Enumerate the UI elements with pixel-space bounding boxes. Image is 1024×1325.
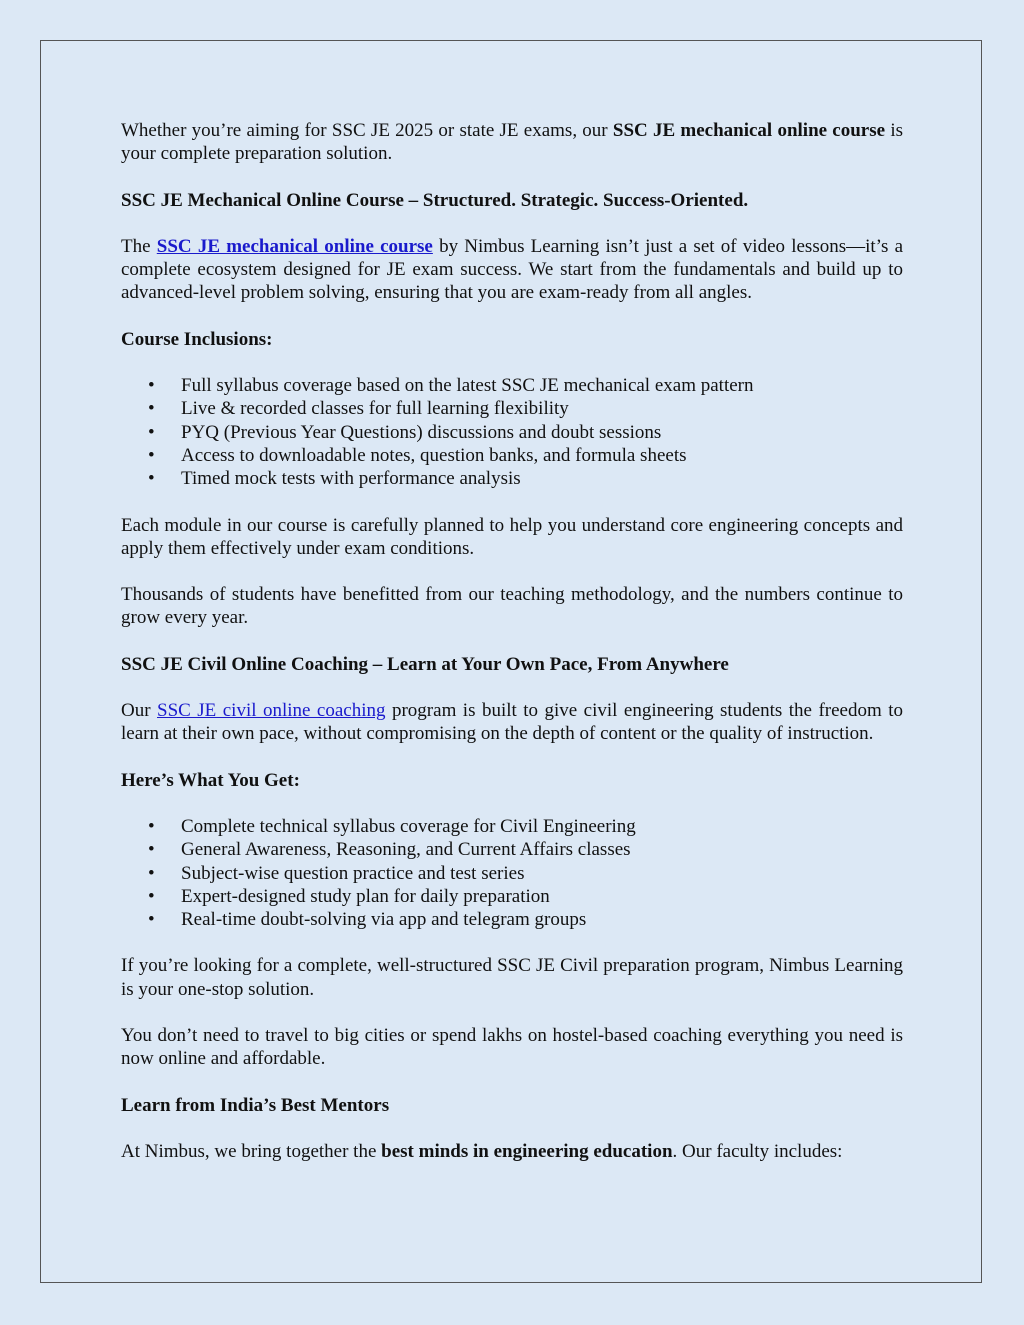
intro-text-start: Whether you’re aiming for SSC JE 2025 or state JE exams, our bbox=[121, 120, 613, 141]
mechanical-para-start: The bbox=[121, 235, 157, 257]
faculty-bold-text: best minds in engineering education bbox=[381, 1140, 673, 1162]
list-item: • Timed mock tests with performance analysis bbox=[121, 467, 903, 490]
document-body bbox=[121, 119, 903, 1186]
civil-coaching-heading: SSC JE Civil Online Coaching – Learn at Your Own Pace, From Anywhere bbox=[121, 653, 729, 675]
list-item: • Real-time doubt-solving via app and telegram groups bbox=[121, 908, 903, 931]
mechanical-para-end: by Nimbus Learning isn’t just a set of video lessons—it’s a complete ecosystem designed for JE exam success. We start from the fundamentals and build up to advanced-level problem solving, ensuring that you are exam-ready from all angles. bbox=[121, 235, 903, 304]
module-paragraph: Each module in our course is carefully planned to help you understand core engineering concepts and apply them effectively under exam conditions. bbox=[121, 514, 903, 559]
what-you-get-list bbox=[121, 815, 903, 931]
faculty-paragraph bbox=[121, 1140, 903, 1163]
list-item: • Subject-wise question practice and test series bbox=[121, 862, 903, 885]
list-item: • Complete technical syllabus coverage for Civil Engineering bbox=[121, 815, 903, 838]
civil-coaching-paragraph bbox=[121, 699, 903, 746]
faculty-para-start: At Nimbus, we bring together the bbox=[121, 1140, 382, 1162]
looking-paragraph: If you’re looking for a complete, well-structured SSC JE Civil preparation program, Nimbus Learning is your one-stop solution. bbox=[121, 955, 903, 1000]
list-item: • Full syllabus coverage based on the latest SSC JE mechanical exam pattern bbox=[121, 374, 903, 397]
intro-paragraph bbox=[121, 119, 903, 166]
list-item: • Access to downloadable notes, question banks, and formula sheets bbox=[121, 444, 903, 467]
faculty-para-end: . Our faculty includes: bbox=[672, 1140, 843, 1162]
civil-para-end: program is built to give civil engineering students the freedom to learn at their own pace, without compromising on the depth of content or the quality of instruction. bbox=[121, 700, 903, 745]
mechanical-course-paragraph bbox=[121, 235, 903, 305]
list-item: • Live & recorded classes for full learning flexibility bbox=[121, 397, 903, 420]
civil-coaching-link[interactable]: SSC JE civil online coaching bbox=[157, 700, 386, 722]
list-item: • PYQ (Previous Year Questions) discussions and doubt sessions bbox=[121, 421, 903, 444]
travel-paragraph: You don’t need to travel to big cities or spend lakhs on hostel-based coaching everything you need is now online and affordable. bbox=[121, 1025, 903, 1070]
course-inclusions-heading: Course Inclusions: bbox=[121, 328, 273, 350]
list-item: • Expert-designed study plan for daily preparation bbox=[121, 885, 903, 908]
what-you-get-heading: Here’s What You Get: bbox=[121, 769, 300, 791]
intro-bold-course: SSC JE mechanical online course bbox=[612, 120, 886, 141]
mechanical-course-heading: SSC JE Mechanical Online Course – Structured. Strategic. Success-Oriented. bbox=[121, 189, 749, 211]
list-item: • General Awareness, Reasoning, and Current Affairs classes bbox=[121, 838, 903, 861]
course-inclusions-list bbox=[121, 374, 903, 490]
civil-para-start: Our bbox=[121, 700, 158, 722]
students-paragraph: Thousands of students have benefitted from our teaching methodology, and the numbers continue to grow every year. bbox=[121, 584, 903, 629]
mentors-heading: Learn from India’s Best Mentors bbox=[121, 1094, 390, 1116]
mechanical-course-link[interactable]: SSC JE mechanical online course bbox=[156, 235, 433, 257]
intro-text-end: is your complete preparation solution. bbox=[121, 120, 903, 165]
